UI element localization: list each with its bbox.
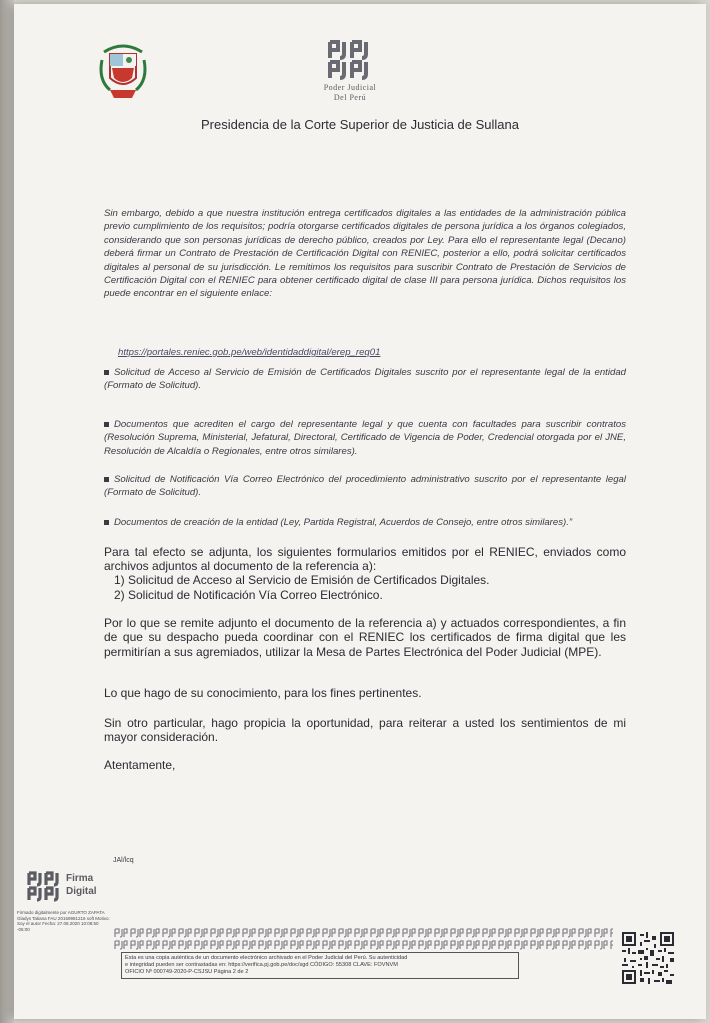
- attach-paragraph: Para tal efecto se adjunta, los siguientes formularios emitidos por el RENIEC, enviados como archivos adjuntos al documento de la referencia a):: [104, 545, 626, 574]
- verification-line-2: e integridad pueden ser contrastadas en: https://verifica.pj.gob.pe/doc/sgd CÓDIGO: 55308 CLAVE: FOVNVM: [125, 962, 398, 968]
- poder-judicial-logo-icon: [326, 38, 374, 82]
- bullet-square-icon: [104, 422, 109, 427]
- bullet-square-icon: [104, 477, 109, 482]
- firma-digital-logo-icon: [26, 870, 62, 902]
- firma-label-line-1: Firma: [66, 873, 94, 884]
- remit-paragraph: Por lo que se remite adjunto el documento de la referencia a) y actuados correspondientes, a fin de que su despacho pueda coordinar con el RENIEC los certificados de firma digital que les permitirían a sus agremiados, utilizar la Mesa de Partes Electrónica del Poder Judicial (MPE).: [104, 616, 626, 659]
- firma-label-line-2: Digital: [66, 886, 97, 897]
- verification-box: [121, 952, 519, 979]
- requirement-item: [104, 366, 626, 393]
- institution-line-2: Del Perú: [333, 93, 367, 102]
- qr-code-icon: [622, 932, 674, 984]
- requirement-text: Solicitud de Notificación Vía Correo Electrónico del procedimiento administrativo suscrito por el representante legal (Formato de Solicitud).: [104, 474, 626, 499]
- institution-name: [300, 83, 400, 103]
- verification-line-3: OFICIO Nº 000749-2020-P-CSJSU Página 2 de 2: [125, 969, 249, 975]
- intro-paragraph: Sin embargo, debido a que nuestra institución entrega certificados digitales a las entidades de la administración pública previo cumplimiento de los requisitos; podría otorgarse certificados digitales de persona jurídica a los órganos colegiados, considerando que son personas jurídicas de derecho público, creados por Ley. Para ello el representante legal (Decano) deberá firmar un Contrato de Prestación de Certificación Digital con RENIEC, posterior a ello, podrá solicitar certificados digitales al personal de su jurisdicción. Le remitimos los requisitos para suscribir Contrato de Prestación de Servicios de Certificación Digital con el RENIEC para obtener certificado digital de clase III para persona jurídica. Dichos requisitos los puede encontrar en el siguiente enlace:: [104, 208, 626, 300]
- requirement-item: [104, 418, 626, 458]
- knowledge-paragraph: Lo que hago de su conocimiento, para los fines pertinentes.: [104, 686, 422, 700]
- signer-info: Firmado digitalmente por AGURTO ZAPATA Gladys Tatiana FAU 20159981216 soft Motivo: Soy el autor Fecha: 27.08.2020 10:08:50 -05:00: [17, 910, 110, 932]
- attachment-list: [114, 573, 490, 602]
- coat-of-arms-icon: [96, 40, 150, 102]
- requirement-item: [104, 473, 626, 500]
- requirement-text: Documentos que acrediten el cargo del representante legal y que cuenta con facultades para suscribir contratos (Resolución Suprema, Ministerial, Jefatural, Directoral, Certificado de Vigencia de Poder, Credencial otorgada por el JNE, Resolución de Alcaldía o Regionales, entre otros similares).: [104, 419, 626, 457]
- reniec-link[interactable]: https://portales.reniec.gob.pe/web/identidaddigital/erep_req01: [118, 347, 381, 358]
- requirement-text: Solicitud de Acceso al Servicio de Emisión de Certificados Digitales suscrito por el representante legal de la entidad (Formato de Solicitud).: [104, 367, 626, 392]
- requirement-text: Documentos de creación de la entidad (Ley, Partida Registral, Acuerdos de Consejo, entre otros similares).”: [114, 517, 573, 528]
- bullet-square-icon: [104, 370, 109, 375]
- signoff: Atentamente,: [104, 758, 176, 772]
- verification-line-1: Esta es una copia auténtica de un documento electrónico archivado en el Poder Judicial del Perú. Su autenticidad: [125, 955, 408, 961]
- watermark-strip: [113, 927, 613, 951]
- document-title: Presidencia de la Corte Superior de Justicia de Sullana: [201, 117, 519, 132]
- firma-digital-label: [66, 872, 97, 898]
- closing-paragraph: Sin otro particular, hago propicia la oportunidad, para reiterar a usted los sentimientos de mi mayor consideración.: [104, 716, 626, 745]
- typist-initials: JAl/lcq: [113, 857, 134, 864]
- attachment-item: 2) Solicitud de Notificación Vía Correo Electrónico.: [114, 587, 383, 602]
- document-page: [14, 4, 706, 1019]
- requirement-item: [104, 516, 626, 529]
- institution-line-1: Poder Judicial: [323, 83, 377, 92]
- attachment-item: 1) Solicitud de Acceso al Servicio de Emisión de Certificados Digitales.: [114, 573, 490, 587]
- page-shadow: [0, 0, 14, 1023]
- bullet-square-icon: [104, 520, 109, 525]
